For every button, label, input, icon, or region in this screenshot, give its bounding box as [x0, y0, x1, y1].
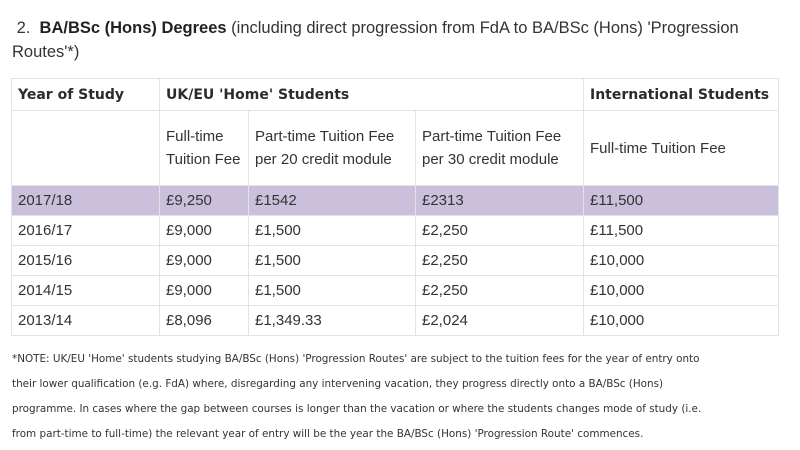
subheader-intl-full-time-fee: Full-time Tuition Fee	[584, 111, 779, 186]
cell-full-time-fee: £9,250	[160, 186, 249, 216]
cell-full-time-fee: £9,000	[160, 276, 249, 306]
cell-intl-fee: £10,000	[584, 276, 779, 306]
subheader-part-time-20-credit: Part-time Tuition Fee per 20 credit module	[249, 111, 416, 186]
section-number: 2.	[16, 19, 31, 37]
cell-year: 2013/14	[12, 306, 160, 336]
section-heading	[12, 16, 782, 64]
cell-part-time-20: £1542	[249, 186, 416, 216]
cell-part-time-20: £1,500	[249, 216, 416, 246]
cell-full-time-fee: £8,096	[160, 306, 249, 336]
section-subtitle: (including direct progression from FdA to BA/BSc (Hons) 'Progression Routes'*)	[12, 19, 739, 61]
header-international-students: International Students	[584, 79, 779, 111]
table-subheader-row	[12, 111, 779, 186]
cell-year: 2016/17	[12, 216, 160, 246]
table-row	[12, 186, 779, 216]
footnote-line: their lower qualification (e.g. FdA) where, disregarding any intervening vacation, they progress directly onto a BA/BSc (Hons)	[12, 378, 664, 390]
table-row	[12, 306, 779, 336]
cell-part-time-20: £1,349.33	[249, 306, 416, 336]
cell-year: 2014/15	[12, 276, 160, 306]
header-home-students: UK/EU 'Home' Students	[160, 79, 584, 111]
cell-part-time-30: £2,024	[416, 306, 584, 336]
cell-part-time-30: £2313	[416, 186, 584, 216]
cell-intl-fee: £11,500	[584, 186, 779, 216]
header-year-of-study: Year of Study	[12, 79, 160, 111]
table-row	[12, 246, 779, 276]
footnote-line: programme. In cases where the gap between courses is longer than the vacation or where the students changes mode of study (i.e.	[12, 403, 702, 415]
cell-part-time-30: £2,250	[416, 276, 584, 306]
cell-part-time-30: £2,250	[416, 216, 584, 246]
cell-year: 2017/18	[12, 186, 160, 216]
cell-intl-fee: £10,000	[584, 306, 779, 336]
cell-intl-fee: £11,500	[584, 216, 779, 246]
subheader-part-time-30-credit: Part-time Tuition Fee per 30 credit module	[416, 111, 584, 186]
table-row	[12, 276, 779, 306]
cell-part-time-20: £1,500	[249, 276, 416, 306]
section-title: BA/BSc (Hons) Degrees	[39, 19, 227, 37]
cell-full-time-fee: £9,000	[160, 216, 249, 246]
footnote-line: from part-time to full-time) the relevant year of entry will be the year the BA/BSc (Hons) 'Progression Route' commences.	[12, 428, 644, 440]
cell-intl-fee: £10,000	[584, 246, 779, 276]
cell-full-time-fee: £9,000	[160, 246, 249, 276]
subheader-full-time-fee: Full-time Tuition Fee	[160, 111, 249, 186]
footnote-line: *NOTE: UK/EU 'Home' students studying BA/BSc (Hons) 'Progression Routes' are subject to the tuition fees for the year of entry onto	[12, 353, 700, 365]
cell-year: 2015/16	[12, 246, 160, 276]
footnote	[12, 347, 792, 447]
tuition-fees-table	[11, 78, 779, 336]
cell-part-time-20: £1,500	[249, 246, 416, 276]
subheader-year	[12, 111, 160, 186]
table-header-row	[12, 79, 779, 111]
cell-part-time-30: £2,250	[416, 246, 584, 276]
table-row	[12, 216, 779, 246]
